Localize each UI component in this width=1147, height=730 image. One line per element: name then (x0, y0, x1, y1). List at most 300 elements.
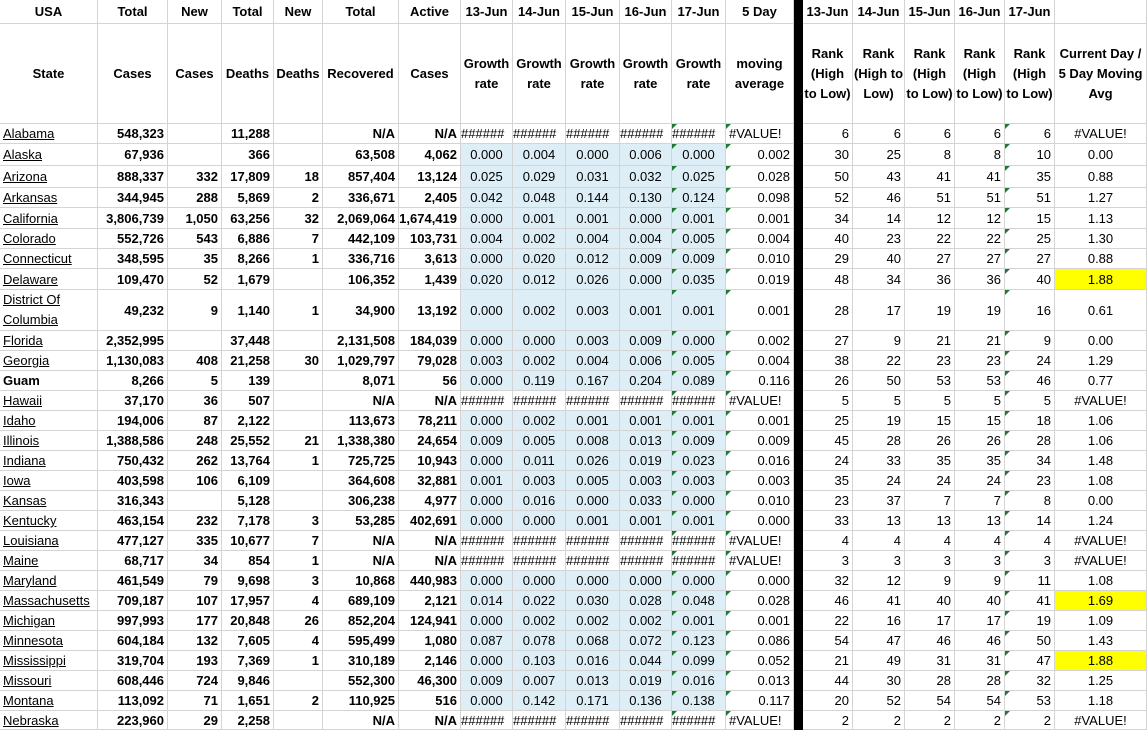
rank-cell[interactable]: 28 (803, 290, 853, 331)
header-row2-cell[interactable]: Rank (High to Low) (853, 24, 905, 124)
state-name-cell[interactable]: Alabama (0, 124, 98, 144)
total-deaths-cell[interactable]: 7,605 (222, 631, 274, 651)
rank-cell[interactable]: 33 (853, 451, 905, 471)
total-deaths-cell[interactable]: 21,258 (222, 351, 274, 371)
new-deaths-cell[interactable]: 30 (274, 351, 323, 371)
total-cases-cell[interactable]: 344,945 (98, 188, 168, 208)
active-cases-cell[interactable]: 2,121 (399, 591, 461, 611)
active-cases-cell[interactable]: N/A (399, 531, 461, 551)
growth-rate-cell[interactable]: 0.072 (620, 631, 672, 651)
new-cases-cell[interactable]: 71 (168, 691, 222, 711)
active-cases-cell[interactable]: N/A (399, 711, 461, 730)
moving-average-cell[interactable]: #VALUE! (726, 551, 794, 571)
rank-cell[interactable]: 9 (955, 571, 1005, 591)
rank-cell[interactable]: 25 (803, 411, 853, 431)
rank-cell[interactable]: 23 (955, 351, 1005, 371)
rank-cell[interactable]: 31 (955, 651, 1005, 671)
rank-cell[interactable]: 54 (905, 691, 955, 711)
moving-average-cell[interactable]: #VALUE! (726, 531, 794, 551)
header-row1-cell[interactable]: 17-Jun (1005, 0, 1055, 24)
recovered-cell[interactable]: 2,069,064 (323, 208, 399, 229)
total-deaths-cell[interactable]: 17,957 (222, 591, 274, 611)
state-name-cell[interactable]: Maine (0, 551, 98, 571)
growth-rate-cell[interactable]: 0.000 (461, 249, 513, 269)
growth-rate-cell[interactable]: 0.068 (566, 631, 620, 651)
growth-rate-cell[interactable]: 0.035 (672, 269, 726, 290)
rank-cell[interactable]: 40 (905, 591, 955, 611)
header-row2-cell[interactable]: Deaths (274, 24, 323, 124)
growth-rate-cell[interactable]: 0.030 (566, 591, 620, 611)
active-cases-cell[interactable]: 184,039 (399, 331, 461, 351)
ratio-cell[interactable]: 1.25 (1055, 671, 1147, 691)
new-cases-cell[interactable]: 9 (168, 290, 222, 331)
rank-cell[interactable]: 36 (955, 269, 1005, 290)
ratio-cell[interactable]: 1.43 (1055, 631, 1147, 651)
total-deaths-cell[interactable]: 17,809 (222, 166, 274, 188)
rank-cell[interactable]: 13 (853, 511, 905, 531)
rank-cell[interactable]: 51 (1005, 188, 1055, 208)
ratio-cell[interactable]: 1.88 (1055, 651, 1147, 671)
growth-rate-cell[interactable]: 0.000 (672, 331, 726, 351)
header-row2-cell[interactable]: Rank (High to Low) (955, 24, 1005, 124)
recovered-cell[interactable]: 10,868 (323, 571, 399, 591)
state-name-cell[interactable]: Idaho (0, 411, 98, 431)
ratio-cell[interactable]: #VALUE! (1055, 551, 1147, 571)
growth-rate-cell[interactable]: 0.001 (620, 290, 672, 331)
recovered-cell[interactable]: 1,029,797 (323, 351, 399, 371)
ratio-cell[interactable]: 0.61 (1055, 290, 1147, 331)
header-row1-cell[interactable]: USA (0, 0, 98, 24)
rank-cell[interactable]: 28 (1005, 431, 1055, 451)
total-cases-cell[interactable]: 463,154 (98, 511, 168, 531)
ratio-cell[interactable]: 0.00 (1055, 491, 1147, 511)
total-deaths-cell[interactable]: 11,288 (222, 124, 274, 144)
growth-rate-cell[interactable]: ###### (672, 124, 726, 144)
total-deaths-cell[interactable]: 37,448 (222, 331, 274, 351)
total-cases-cell[interactable]: 888,337 (98, 166, 168, 188)
ratio-cell[interactable]: #VALUE! (1055, 711, 1147, 730)
new-deaths-cell[interactable] (274, 411, 323, 431)
growth-rate-cell[interactable]: 0.103 (513, 651, 566, 671)
recovered-cell[interactable]: 306,238 (323, 491, 399, 511)
header-row1-cell[interactable]: 15-Jun (905, 0, 955, 24)
state-name-cell[interactable]: Guam (0, 371, 98, 391)
rank-cell[interactable]: 24 (1005, 351, 1055, 371)
state-name-cell[interactable]: Iowa (0, 471, 98, 491)
rank-cell[interactable]: 34 (803, 208, 853, 229)
rank-cell[interactable]: 16 (1005, 290, 1055, 331)
total-cases-cell[interactable]: 552,726 (98, 229, 168, 249)
total-cases-cell[interactable]: 461,549 (98, 571, 168, 591)
state-name-cell[interactable]: Kansas (0, 491, 98, 511)
growth-rate-cell[interactable]: 0.000 (566, 491, 620, 511)
ratio-cell[interactable]: 0.00 (1055, 144, 1147, 166)
header-row2-cell[interactable]: Growth rate (513, 24, 566, 124)
total-cases-cell[interactable]: 49,232 (98, 290, 168, 331)
total-deaths-cell[interactable]: 2,258 (222, 711, 274, 730)
growth-rate-cell[interactable]: 0.004 (566, 351, 620, 371)
state-name-cell[interactable]: Illinois (0, 431, 98, 451)
rank-cell[interactable]: 21 (905, 331, 955, 351)
moving-average-cell[interactable]: 0.010 (726, 249, 794, 269)
rank-cell[interactable]: 13 (905, 511, 955, 531)
moving-average-cell[interactable]: 0.000 (726, 571, 794, 591)
growth-rate-cell[interactable]: 0.000 (513, 571, 566, 591)
rank-cell[interactable]: 52 (803, 188, 853, 208)
moving-average-cell[interactable]: 0.019 (726, 269, 794, 290)
growth-rate-cell[interactable]: 0.009 (620, 249, 672, 269)
rank-cell[interactable]: 6 (853, 124, 905, 144)
new-cases-cell[interactable]: 35 (168, 249, 222, 269)
active-cases-cell[interactable]: 2,146 (399, 651, 461, 671)
growth-rate-cell[interactable]: 0.000 (461, 651, 513, 671)
new-cases-cell[interactable]: 79 (168, 571, 222, 591)
rank-cell[interactable]: 33 (803, 511, 853, 531)
rank-cell[interactable]: 16 (853, 611, 905, 631)
new-cases-cell[interactable]: 87 (168, 411, 222, 431)
header-row1-cell[interactable]: Total (323, 0, 399, 24)
growth-rate-cell[interactable]: 0.026 (566, 451, 620, 471)
total-cases-cell[interactable]: 37,170 (98, 391, 168, 411)
new-deaths-cell[interactable] (274, 371, 323, 391)
total-deaths-cell[interactable]: 13,764 (222, 451, 274, 471)
total-deaths-cell[interactable]: 507 (222, 391, 274, 411)
rank-cell[interactable]: 47 (853, 631, 905, 651)
total-cases-cell[interactable]: 67,936 (98, 144, 168, 166)
moving-average-cell[interactable]: 0.010 (726, 491, 794, 511)
total-cases-cell[interactable]: 2,352,995 (98, 331, 168, 351)
rank-cell[interactable]: 53 (1005, 691, 1055, 711)
total-cases-cell[interactable]: 194,006 (98, 411, 168, 431)
rank-cell[interactable]: 41 (853, 591, 905, 611)
header-row1-cell[interactable]: 14-Jun (513, 0, 566, 24)
recovered-cell[interactable]: N/A (323, 124, 399, 144)
rank-cell[interactable]: 10 (1005, 144, 1055, 166)
state-name-cell[interactable]: Colorado (0, 229, 98, 249)
recovered-cell[interactable]: 689,109 (323, 591, 399, 611)
growth-rate-cell[interactable]: 0.025 (672, 166, 726, 188)
recovered-cell[interactable]: 725,725 (323, 451, 399, 471)
rank-cell[interactable]: 23 (803, 491, 853, 511)
ratio-cell[interactable]: 1.08 (1055, 471, 1147, 491)
growth-rate-cell[interactable]: 0.000 (461, 144, 513, 166)
rank-cell[interactable]: 2 (955, 711, 1005, 730)
growth-rate-cell[interactable]: ###### (461, 124, 513, 144)
rank-cell[interactable]: 28 (955, 671, 1005, 691)
header-row2-cell[interactable]: Rank (High to Low) (905, 24, 955, 124)
rank-cell[interactable]: 44 (803, 671, 853, 691)
header-row2-cell[interactable]: moving average (726, 24, 794, 124)
new-cases-cell[interactable]: 29 (168, 711, 222, 730)
rank-cell[interactable]: 14 (1005, 511, 1055, 531)
total-cases-cell[interactable]: 403,598 (98, 471, 168, 491)
active-cases-cell[interactable]: 78,211 (399, 411, 461, 431)
total-deaths-cell[interactable]: 139 (222, 371, 274, 391)
state-name-cell[interactable]: Hawaii (0, 391, 98, 411)
header-row1-cell[interactable]: 16-Jun (955, 0, 1005, 24)
growth-rate-cell[interactable]: 0.032 (620, 166, 672, 188)
rank-cell[interactable]: 40 (1005, 269, 1055, 290)
growth-rate-cell[interactable]: 0.002 (620, 611, 672, 631)
active-cases-cell[interactable]: 13,124 (399, 166, 461, 188)
new-deaths-cell[interactable]: 4 (274, 631, 323, 651)
growth-rate-cell[interactable]: 0.019 (620, 671, 672, 691)
growth-rate-cell[interactable]: 0.001 (672, 411, 726, 431)
new-cases-cell[interactable]: 177 (168, 611, 222, 631)
growth-rate-cell[interactable]: 0.013 (620, 431, 672, 451)
new-deaths-cell[interactable]: 7 (274, 531, 323, 551)
active-cases-cell[interactable]: 79,028 (399, 351, 461, 371)
rank-cell[interactable]: 35 (1005, 166, 1055, 188)
rank-cell[interactable]: 40 (803, 229, 853, 249)
growth-rate-cell[interactable]: 0.009 (672, 431, 726, 451)
rank-cell[interactable]: 23 (1005, 471, 1055, 491)
rank-cell[interactable]: 26 (905, 431, 955, 451)
state-name-cell[interactable]: Mississippi (0, 651, 98, 671)
moving-average-cell[interactable]: 0.004 (726, 351, 794, 371)
new-cases-cell[interactable]: 248 (168, 431, 222, 451)
new-cases-cell[interactable]: 107 (168, 591, 222, 611)
header-row1-cell[interactable]: 14-Jun (853, 0, 905, 24)
rank-cell[interactable]: 41 (905, 166, 955, 188)
recovered-cell[interactable]: 2,131,508 (323, 331, 399, 351)
total-deaths-cell[interactable]: 9,846 (222, 671, 274, 691)
header-row2-cell[interactable]: Rank (High to Low) (803, 24, 853, 124)
total-deaths-cell[interactable]: 366 (222, 144, 274, 166)
rank-cell[interactable]: 24 (853, 471, 905, 491)
growth-rate-cell[interactable]: 0.001 (672, 511, 726, 531)
active-cases-cell[interactable]: 24,654 (399, 431, 461, 451)
rank-cell[interactable]: 5 (955, 391, 1005, 411)
growth-rate-cell[interactable]: 0.002 (566, 611, 620, 631)
moving-average-cell[interactable]: #VALUE! (726, 711, 794, 730)
growth-rate-cell[interactable]: 0.026 (566, 269, 620, 290)
growth-rate-cell[interactable]: 0.048 (513, 188, 566, 208)
growth-rate-cell[interactable]: ###### (513, 711, 566, 730)
rank-cell[interactable]: 51 (955, 188, 1005, 208)
rank-cell[interactable]: 19 (905, 290, 955, 331)
rank-cell[interactable]: 6 (955, 124, 1005, 144)
growth-rate-cell[interactable]: 0.008 (566, 431, 620, 451)
active-cases-cell[interactable]: 440,983 (399, 571, 461, 591)
new-cases-cell[interactable]: 724 (168, 671, 222, 691)
growth-rate-cell[interactable]: 0.123 (672, 631, 726, 651)
new-cases-cell[interactable]: 193 (168, 651, 222, 671)
rank-cell[interactable]: 34 (853, 269, 905, 290)
header-row2-cell[interactable]: Growth rate (620, 24, 672, 124)
rank-cell[interactable]: 2 (1005, 711, 1055, 730)
moving-average-cell[interactable]: 0.116 (726, 371, 794, 391)
header-row1-cell[interactable]: Total (222, 0, 274, 24)
new-deaths-cell[interactable]: 21 (274, 431, 323, 451)
growth-rate-cell[interactable]: 0.002 (513, 351, 566, 371)
growth-rate-cell[interactable]: 0.003 (461, 351, 513, 371)
growth-rate-cell[interactable]: 0.000 (461, 491, 513, 511)
growth-rate-cell[interactable]: 0.025 (461, 166, 513, 188)
moving-average-cell[interactable]: 0.000 (726, 511, 794, 531)
rank-cell[interactable]: 50 (1005, 631, 1055, 651)
header-row1-cell[interactable]: 17-Jun (672, 0, 726, 24)
rank-cell[interactable]: 24 (905, 471, 955, 491)
new-deaths-cell[interactable]: 26 (274, 611, 323, 631)
new-deaths-cell[interactable] (274, 391, 323, 411)
growth-rate-cell[interactable]: 0.087 (461, 631, 513, 651)
moving-average-cell[interactable]: 0.013 (726, 671, 794, 691)
rank-cell[interactable]: 53 (955, 371, 1005, 391)
rank-cell[interactable]: 31 (905, 651, 955, 671)
rank-cell[interactable]: 35 (905, 451, 955, 471)
rank-cell[interactable]: 2 (803, 711, 853, 730)
state-name-cell[interactable]: Indiana (0, 451, 98, 471)
total-cases-cell[interactable]: 709,187 (98, 591, 168, 611)
ratio-cell[interactable]: 1.09 (1055, 611, 1147, 631)
growth-rate-cell[interactable]: 0.003 (566, 331, 620, 351)
rank-cell[interactable]: 9 (1005, 331, 1055, 351)
total-cases-cell[interactable]: 3,806,739 (98, 208, 168, 229)
growth-rate-cell[interactable]: 0.000 (566, 571, 620, 591)
state-name-cell[interactable]: Montana (0, 691, 98, 711)
growth-rate-cell[interactable]: 0.031 (566, 166, 620, 188)
total-cases-cell[interactable]: 548,323 (98, 124, 168, 144)
growth-rate-cell[interactable]: ###### (461, 551, 513, 571)
ratio-cell[interactable]: 1.48 (1055, 451, 1147, 471)
growth-rate-cell[interactable]: 0.042 (461, 188, 513, 208)
active-cases-cell[interactable]: 32,881 (399, 471, 461, 491)
active-cases-cell[interactable]: 4,977 (399, 491, 461, 511)
rank-cell[interactable]: 8 (905, 144, 955, 166)
growth-rate-cell[interactable]: 0.016 (513, 491, 566, 511)
growth-rate-cell[interactable]: 0.000 (461, 611, 513, 631)
rank-cell[interactable]: 46 (803, 591, 853, 611)
rank-cell[interactable]: 40 (955, 591, 1005, 611)
rank-cell[interactable]: 5 (1005, 391, 1055, 411)
growth-rate-cell[interactable]: 0.006 (620, 144, 672, 166)
recovered-cell[interactable]: 364,608 (323, 471, 399, 491)
rank-cell[interactable]: 45 (803, 431, 853, 451)
growth-rate-cell[interactable]: 0.004 (461, 229, 513, 249)
active-cases-cell[interactable]: 516 (399, 691, 461, 711)
rank-cell[interactable]: 30 (803, 144, 853, 166)
total-deaths-cell[interactable]: 9,698 (222, 571, 274, 591)
growth-rate-cell[interactable]: ###### (513, 391, 566, 411)
total-cases-cell[interactable]: 477,127 (98, 531, 168, 551)
active-cases-cell[interactable]: 124,941 (399, 611, 461, 631)
new-cases-cell[interactable]: 262 (168, 451, 222, 471)
state-name-cell[interactable]: Massachusetts (0, 591, 98, 611)
rank-cell[interactable]: 41 (1005, 591, 1055, 611)
rank-cell[interactable]: 29 (803, 249, 853, 269)
growth-rate-cell[interactable]: 0.001 (672, 611, 726, 631)
total-deaths-cell[interactable]: 7,178 (222, 511, 274, 531)
state-name-cell[interactable]: District Of Columbia (0, 290, 98, 331)
growth-rate-cell[interactable]: 0.119 (513, 371, 566, 391)
growth-rate-cell[interactable]: 0.006 (620, 351, 672, 371)
new-deaths-cell[interactable] (274, 269, 323, 290)
total-cases-cell[interactable]: 1,388,586 (98, 431, 168, 451)
recovered-cell[interactable]: 336,716 (323, 249, 399, 269)
rank-cell[interactable]: 9 (905, 571, 955, 591)
growth-rate-cell[interactable]: ###### (672, 391, 726, 411)
state-name-cell[interactable]: Arizona (0, 166, 98, 188)
rank-cell[interactable]: 19 (955, 290, 1005, 331)
moving-average-cell[interactable]: 0.001 (726, 290, 794, 331)
moving-average-cell[interactable]: 0.028 (726, 166, 794, 188)
header-row1-cell[interactable]: New (274, 0, 323, 24)
active-cases-cell[interactable]: N/A (399, 551, 461, 571)
moving-average-cell[interactable]: 0.098 (726, 188, 794, 208)
growth-rate-cell[interactable]: 0.124 (672, 188, 726, 208)
active-cases-cell[interactable]: 1,439 (399, 269, 461, 290)
growth-rate-cell[interactable]: ###### (461, 531, 513, 551)
header-row1-cell[interactable]: 13-Jun (803, 0, 853, 24)
moving-average-cell[interactable]: 0.016 (726, 451, 794, 471)
growth-rate-cell[interactable]: ###### (513, 124, 566, 144)
growth-rate-cell[interactable]: 0.001 (672, 208, 726, 229)
growth-rate-cell[interactable]: ###### (461, 711, 513, 730)
new-deaths-cell[interactable]: 4 (274, 591, 323, 611)
new-cases-cell[interactable]: 36 (168, 391, 222, 411)
moving-average-cell[interactable]: 0.117 (726, 691, 794, 711)
active-cases-cell[interactable]: 10,943 (399, 451, 461, 471)
new-deaths-cell[interactable]: 1 (274, 551, 323, 571)
growth-rate-cell[interactable]: 0.003 (513, 471, 566, 491)
rank-cell[interactable]: 43 (853, 166, 905, 188)
rank-cell[interactable]: 11 (1005, 571, 1055, 591)
state-name-cell[interactable]: Florida (0, 331, 98, 351)
rank-cell[interactable]: 18 (1005, 411, 1055, 431)
active-cases-cell[interactable]: 1,674,419 (399, 208, 461, 229)
growth-rate-cell[interactable]: 0.003 (566, 290, 620, 331)
active-cases-cell[interactable]: 3,613 (399, 249, 461, 269)
growth-rate-cell[interactable]: 0.204 (620, 371, 672, 391)
growth-rate-cell[interactable]: 0.000 (513, 331, 566, 351)
header-row2-cell[interactable]: Growth rate (566, 24, 620, 124)
state-name-cell[interactable]: Georgia (0, 351, 98, 371)
rank-cell[interactable]: 13 (955, 511, 1005, 531)
growth-rate-cell[interactable]: 0.002 (513, 290, 566, 331)
rank-cell[interactable]: 8 (1005, 491, 1055, 511)
new-cases-cell[interactable]: 232 (168, 511, 222, 531)
rank-cell[interactable]: 4 (853, 531, 905, 551)
rank-cell[interactable]: 23 (853, 229, 905, 249)
new-deaths-cell[interactable]: 2 (274, 188, 323, 208)
new-cases-cell[interactable]: 1,050 (168, 208, 222, 229)
rank-cell[interactable]: 54 (803, 631, 853, 651)
rank-cell[interactable]: 50 (853, 371, 905, 391)
total-cases-cell[interactable]: 8,266 (98, 371, 168, 391)
growth-rate-cell[interactable]: 0.000 (672, 491, 726, 511)
growth-rate-cell[interactable]: ###### (566, 711, 620, 730)
growth-rate-cell[interactable]: 0.001 (566, 411, 620, 431)
rank-cell[interactable]: 21 (803, 651, 853, 671)
rank-cell[interactable]: 27 (905, 249, 955, 269)
growth-rate-cell[interactable]: ###### (620, 531, 672, 551)
state-name-cell[interactable]: Kentucky (0, 511, 98, 531)
rank-cell[interactable]: 24 (955, 471, 1005, 491)
rank-cell[interactable]: 4 (803, 531, 853, 551)
rank-cell[interactable]: 24 (803, 451, 853, 471)
state-name-cell[interactable]: Missouri (0, 671, 98, 691)
recovered-cell[interactable]: 8,071 (323, 371, 399, 391)
ratio-cell[interactable]: 0.77 (1055, 371, 1147, 391)
growth-rate-cell[interactable]: 0.013 (566, 671, 620, 691)
new-deaths-cell[interactable] (274, 491, 323, 511)
growth-rate-cell[interactable]: 0.005 (672, 229, 726, 249)
rank-cell[interactable]: 27 (803, 331, 853, 351)
state-name-cell[interactable]: Maryland (0, 571, 98, 591)
new-deaths-cell[interactable] (274, 124, 323, 144)
growth-rate-cell[interactable]: ###### (672, 531, 726, 551)
